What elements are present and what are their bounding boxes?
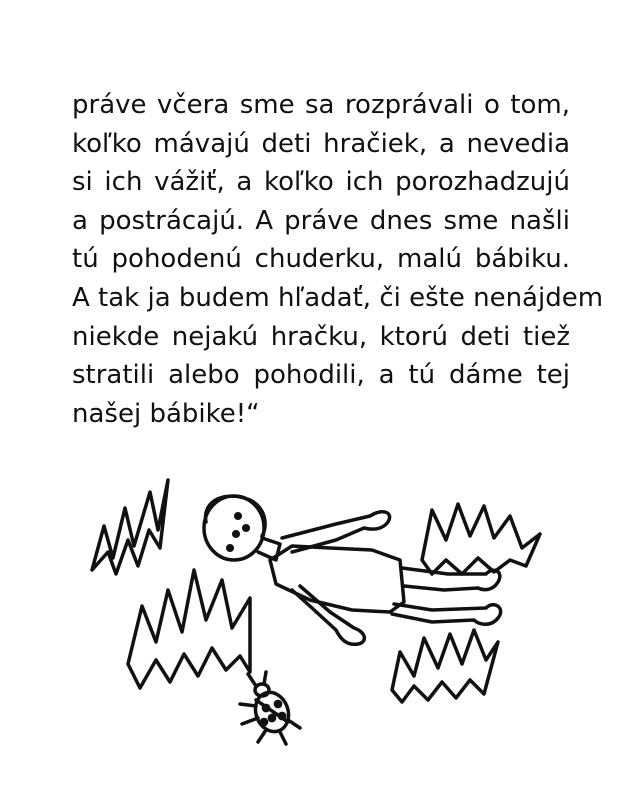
grass-tuft-icon	[422, 504, 540, 574]
story-line: stratili alebo pohodili, a tú dáme tej	[72, 360, 570, 391]
story-line: niekde nejakú hračku, ktorú deti tiež	[72, 321, 570, 352]
doll-dress	[270, 546, 404, 612]
doll-leg	[392, 604, 501, 624]
story-line: a postrácajú. A práve dnes sme našli	[72, 205, 570, 236]
story-line: A tak ja budem hľadať, či ešte nenájdem	[72, 282, 604, 313]
doll-nose	[234, 532, 239, 537]
doll-head	[204, 496, 264, 560]
story-paragraph	[72, 86, 604, 433]
doll-eye	[236, 514, 241, 519]
grass-tuft-icon	[392, 630, 498, 702]
ladybug-icon	[240, 672, 300, 744]
grass-tuft-icon	[128, 570, 250, 688]
story-line: koľko mávajú deti hračiek, a nevedia	[72, 128, 570, 159]
story-line: práve včera sme sa rozprávali o tom,	[72, 90, 570, 120]
grass-tuft-icon	[92, 480, 168, 574]
doll-mouth	[228, 546, 233, 551]
story-line: našej bábike!“	[72, 398, 260, 429]
story-line: si ich vážiť, a koľko ich porozhadzujú	[72, 167, 570, 198]
story-line: tú pohodenú chuderku, malú bábiku.	[72, 244, 570, 275]
doll-in-grass-illustration	[0, 440, 640, 800]
doll-leg	[402, 568, 500, 590]
doll-eye	[244, 526, 249, 531]
